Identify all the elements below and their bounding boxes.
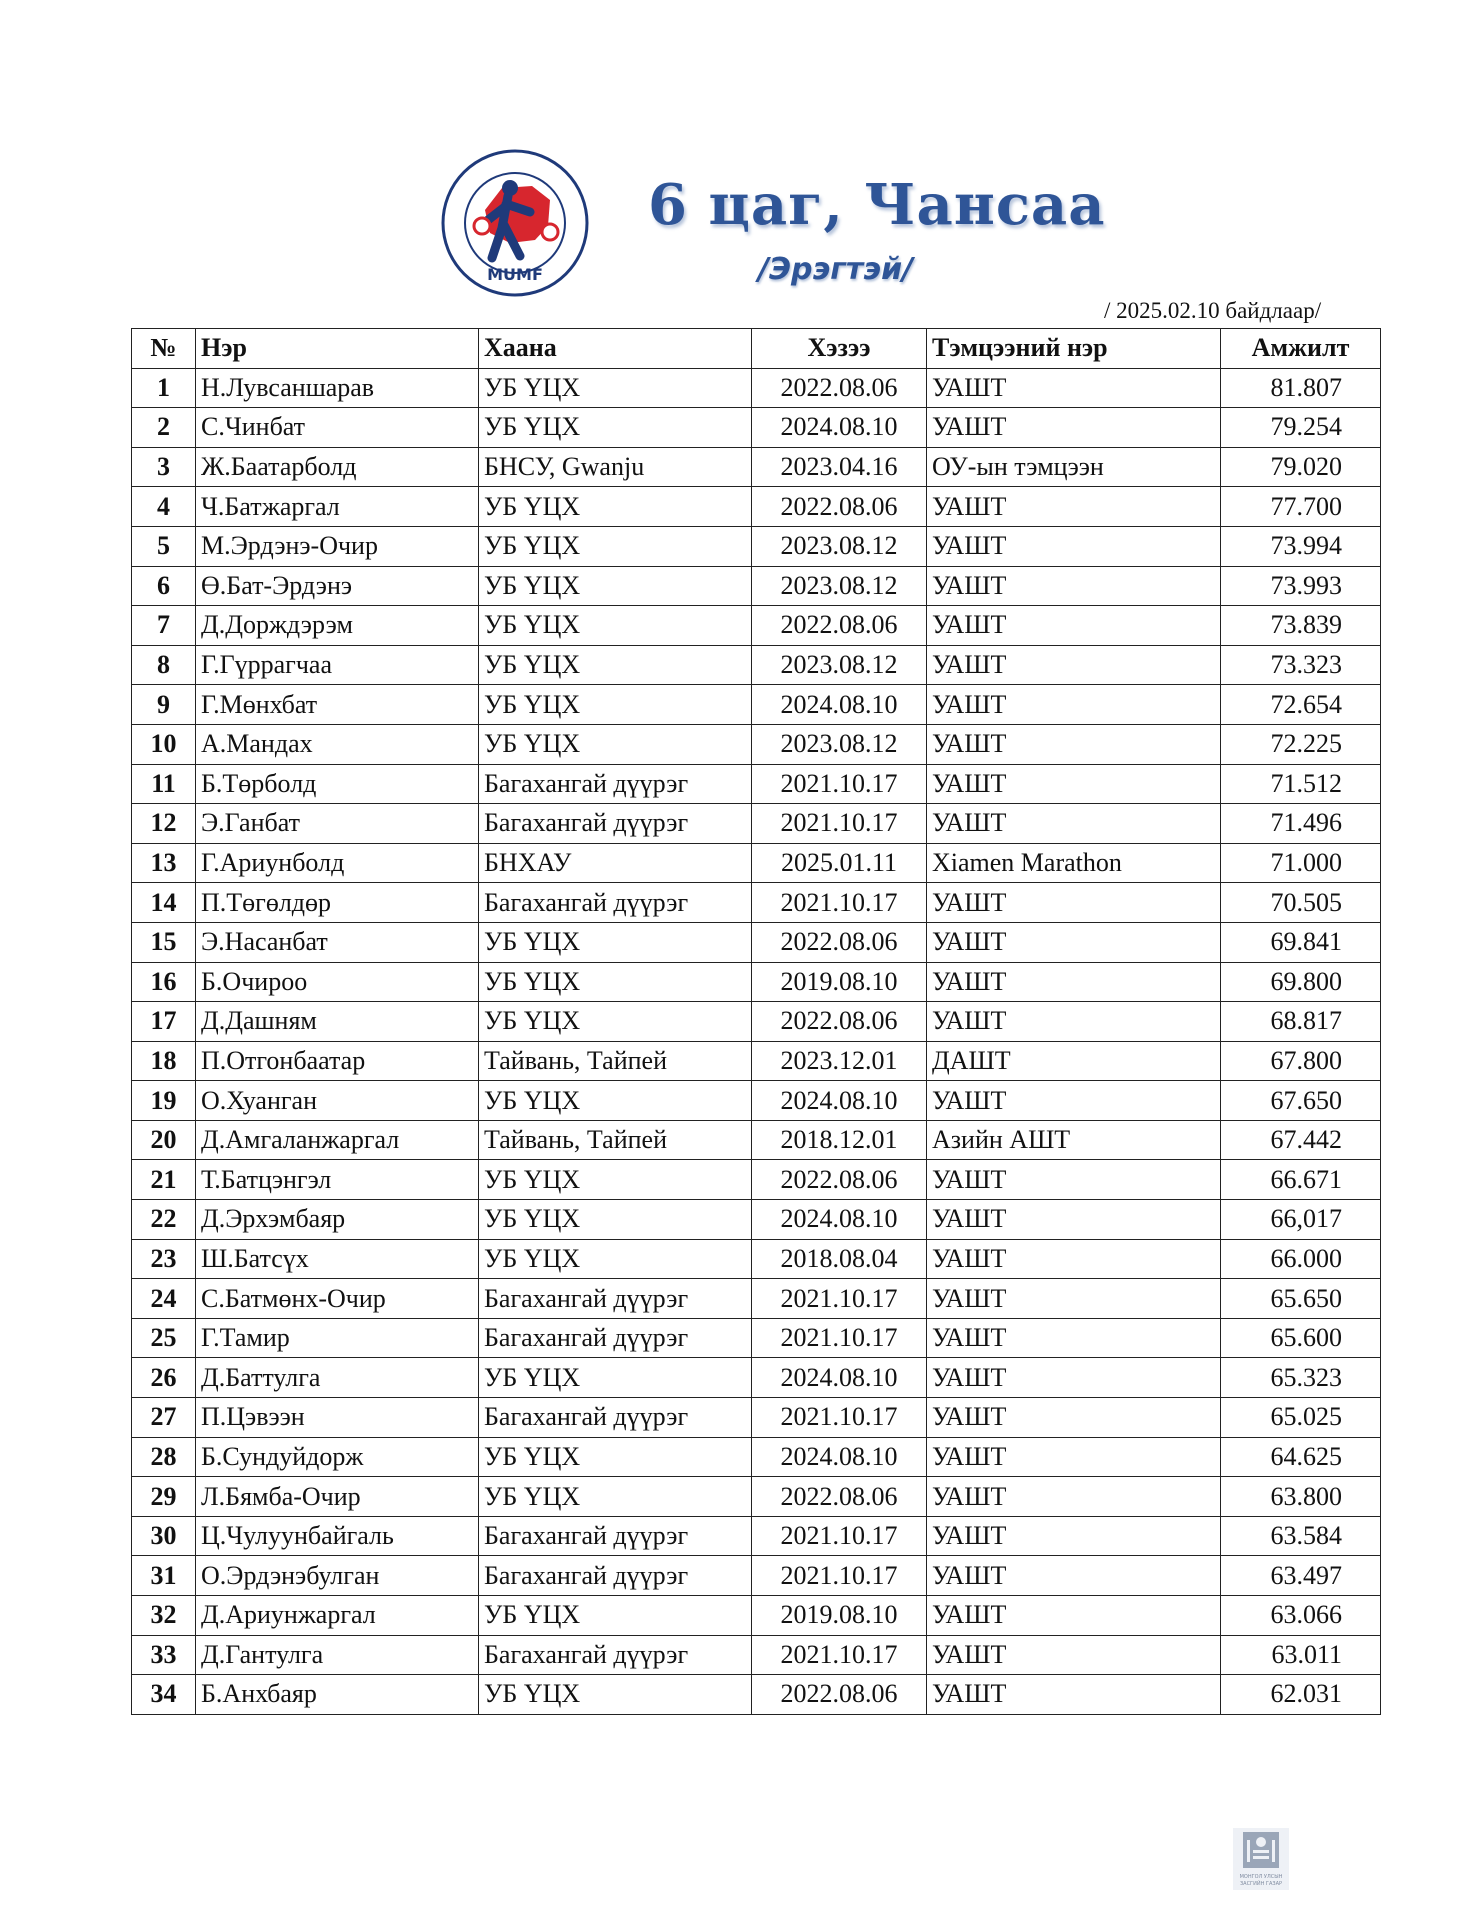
location-cell: Тайвань, Тайпей [479, 1120, 752, 1160]
competition-name-cell: УАШТ [927, 526, 1221, 566]
result-cell: 65.650 [1221, 1279, 1381, 1319]
row-number-cell: 3 [132, 447, 196, 487]
athlete-name-cell: Г.Ариунболд [196, 843, 479, 883]
competition-name-cell: УАШТ [927, 1160, 1221, 1200]
table-row [132, 1358, 1381, 1398]
location-cell: УБ ҮЦХ [479, 606, 752, 646]
location-cell: УБ ҮЦХ [479, 645, 752, 685]
competition-name-cell: УАШТ [927, 1200, 1221, 1240]
result-cell: 66.671 [1221, 1160, 1381, 1200]
row-number-cell: 34 [132, 1675, 196, 1715]
date-cell: 2024.08.10 [752, 1437, 927, 1477]
row-number-cell: 29 [132, 1477, 196, 1517]
location-cell: Тайвань, Тайпей [479, 1041, 752, 1081]
row-number-cell: 17 [132, 1002, 196, 1042]
result-cell: 63.584 [1221, 1516, 1381, 1556]
date-cell: 2022.08.06 [752, 1002, 927, 1042]
date-cell: 2023.04.16 [752, 447, 927, 487]
location-cell: УБ ҮЦХ [479, 1002, 752, 1042]
column-header-when: Хэзээ [752, 329, 927, 369]
competition-name-cell: УАШТ [927, 645, 1221, 685]
row-number-cell: 5 [132, 526, 196, 566]
row-number-cell: 30 [132, 1516, 196, 1556]
date-cell: 2024.08.10 [752, 1081, 927, 1121]
row-number-cell: 11 [132, 764, 196, 804]
competition-name-cell: ДАШТ [927, 1041, 1221, 1081]
athlete-name-cell: А.Мандах [196, 724, 479, 764]
competition-name-cell: УАШТ [927, 487, 1221, 527]
athlete-name-cell: Д.Дорждэрэм [196, 606, 479, 646]
table-row [132, 962, 1381, 1002]
table-row [132, 1516, 1381, 1556]
table-row [132, 526, 1381, 566]
page-title: 6 цаг, Чансаа [648, 172, 1106, 238]
result-cell: 69.841 [1221, 922, 1381, 962]
result-cell: 63.011 [1221, 1635, 1381, 1675]
athlete-name-cell: Г.Тамир [196, 1318, 479, 1358]
result-cell: 81.807 [1221, 368, 1381, 408]
result-cell: 67.650 [1221, 1081, 1381, 1121]
competition-name-cell: Xiamen Marathon [927, 843, 1221, 883]
result-cell: 79.254 [1221, 408, 1381, 448]
date-cell: 2019.08.10 [752, 1596, 927, 1636]
competition-name-cell: УАШТ [927, 962, 1221, 1002]
table-row [132, 368, 1381, 408]
result-cell: 67.800 [1221, 1041, 1381, 1081]
table-row [132, 724, 1381, 764]
column-header-result: Амжилт [1221, 329, 1381, 369]
date-cell: 2024.08.10 [752, 1358, 927, 1398]
result-cell: 70.505 [1221, 883, 1381, 923]
row-number-cell: 19 [132, 1081, 196, 1121]
row-number-cell: 16 [132, 962, 196, 1002]
athlete-name-cell: Г.Мөнхбат [196, 685, 479, 725]
result-cell: 73.323 [1221, 645, 1381, 685]
table-row [132, 1279, 1381, 1319]
athlete-name-cell: П.Отгонбаатар [196, 1041, 479, 1081]
result-cell: 71.512 [1221, 764, 1381, 804]
row-number-cell: 32 [132, 1596, 196, 1636]
athlete-name-cell: Д.Эрхэмбаяр [196, 1200, 479, 1240]
table-row [132, 1477, 1381, 1517]
government-seal-icon [1233, 1828, 1289, 1890]
row-number-cell: 6 [132, 566, 196, 606]
date-cell: 2018.12.01 [752, 1120, 927, 1160]
competition-name-cell: УАШТ [927, 566, 1221, 606]
competition-name-cell: УАШТ [927, 1596, 1221, 1636]
location-cell: УБ ҮЦХ [479, 526, 752, 566]
as-of-date: / 2025.02.10 байдлаар/ [1104, 298, 1322, 323]
competition-name-cell: УАШТ [927, 1556, 1221, 1596]
athlete-name-cell: Ө.Бат-Эрдэнэ [196, 566, 479, 606]
competition-name-cell: УАШТ [927, 1279, 1221, 1319]
row-number-cell: 24 [132, 1279, 196, 1319]
location-cell: УБ ҮЦХ [479, 1675, 752, 1715]
table-row [132, 408, 1381, 448]
athlete-name-cell: Д.Дашням [196, 1002, 479, 1042]
column-header-where: Хаана [479, 329, 752, 369]
result-cell: 72.225 [1221, 724, 1381, 764]
athlete-name-cell: Ч.Батжаргал [196, 487, 479, 527]
date-cell: 2021.10.17 [752, 1279, 927, 1319]
table-header-row [132, 329, 1381, 369]
table-row [132, 883, 1381, 923]
date-cell: 2023.08.12 [752, 526, 927, 566]
result-cell: 66.000 [1221, 1239, 1381, 1279]
date-cell: 2021.10.17 [752, 1318, 927, 1358]
row-number-cell: 14 [132, 883, 196, 923]
result-cell: 69.800 [1221, 962, 1381, 1002]
competition-name-cell: УАШТ [927, 1318, 1221, 1358]
athlete-name-cell: С.Батмөнх-Очир [196, 1279, 479, 1319]
athlete-name-cell: Г.Гүррагчаа [196, 645, 479, 685]
competition-name-cell: УАШТ [927, 922, 1221, 962]
athlete-name-cell: Ж.Баатарболд [196, 447, 479, 487]
table-row [132, 1160, 1381, 1200]
table-row [132, 487, 1381, 527]
location-cell: УБ ҮЦХ [479, 685, 752, 725]
athlete-name-cell: П.Төгөлдөр [196, 883, 479, 923]
date-cell: 2022.08.06 [752, 1160, 927, 1200]
location-cell: Багахангай дүүрэг [479, 1318, 752, 1358]
location-cell: УБ ҮЦХ [479, 1239, 752, 1279]
athlete-name-cell: Д.Ариунжаргал [196, 1596, 479, 1636]
location-cell: Багахангай дүүрэг [479, 804, 752, 844]
date-cell: 2021.10.17 [752, 1398, 927, 1438]
table-row [132, 1120, 1381, 1160]
result-cell: 64.625 [1221, 1437, 1381, 1477]
result-cell: 68.817 [1221, 1002, 1381, 1042]
table-row [132, 1675, 1381, 1715]
row-number-cell: 7 [132, 606, 196, 646]
table-row [132, 1437, 1381, 1477]
date-cell: 2021.10.17 [752, 1516, 927, 1556]
row-number-cell: 33 [132, 1635, 196, 1675]
athlete-name-cell: Ц.Чулуунбайгаль [196, 1516, 479, 1556]
row-number-cell: 4 [132, 487, 196, 527]
table-row [132, 843, 1381, 883]
athlete-name-cell: Б.Төрболд [196, 764, 479, 804]
results-table [131, 328, 1381, 1715]
athlete-name-cell: Н.Лувсаншарав [196, 368, 479, 408]
date-cell: 2022.08.06 [752, 1477, 927, 1517]
competition-name-cell: УАШТ [927, 1081, 1221, 1121]
location-cell: Багахангай дүүрэг [479, 1556, 752, 1596]
athlete-name-cell: Б.Сундуйдорж [196, 1437, 479, 1477]
competition-name-cell: УАШТ [927, 1398, 1221, 1438]
row-number-cell: 26 [132, 1358, 196, 1398]
competition-name-cell: УАШТ [927, 1516, 1221, 1556]
row-number-cell: 15 [132, 922, 196, 962]
row-number-cell: 1 [132, 368, 196, 408]
result-cell: 65.600 [1221, 1318, 1381, 1358]
result-cell: 72.654 [1221, 685, 1381, 725]
competition-name-cell: УАШТ [927, 883, 1221, 923]
date-cell: 2022.08.06 [752, 487, 927, 527]
row-number-cell: 28 [132, 1437, 196, 1477]
competition-name-cell: УАШТ [927, 1635, 1221, 1675]
athlete-name-cell: Д.Баттулга [196, 1358, 479, 1398]
row-number-cell: 20 [132, 1120, 196, 1160]
table-row [132, 764, 1381, 804]
location-cell: УБ ҮЦХ [479, 1358, 752, 1398]
date-cell: 2022.08.06 [752, 368, 927, 408]
date-cell: 2024.08.10 [752, 1200, 927, 1240]
result-cell: 67.442 [1221, 1120, 1381, 1160]
table-row [132, 447, 1381, 487]
row-number-cell: 22 [132, 1200, 196, 1240]
athlete-name-cell: С.Чинбат [196, 408, 479, 448]
table-row [132, 1635, 1381, 1675]
result-cell: 77.700 [1221, 487, 1381, 527]
svg-text:ЗАСГИЙН ГАЗАР: ЗАСГИЙН ГАЗАР [1239, 1881, 1283, 1887]
svg-text:МОНГОЛ УЛСЫН: МОНГОЛ УЛСЫН [1239, 1874, 1283, 1880]
row-number-cell: 21 [132, 1160, 196, 1200]
mumf-logo-icon [440, 148, 590, 298]
date-cell: 2023.08.12 [752, 645, 927, 685]
column-header-name: Нэр [196, 329, 479, 369]
athlete-name-cell: Д.Амгаланжаргал [196, 1120, 479, 1160]
location-cell: УБ ҮЦХ [479, 1200, 752, 1240]
athlete-name-cell: М.Эрдэнэ-Очир [196, 526, 479, 566]
table-row [132, 1596, 1381, 1636]
logo-mumf-text: MUMF [487, 265, 543, 284]
date-cell: 2025.01.11 [752, 843, 927, 883]
athlete-name-cell: Э.Насанбат [196, 922, 479, 962]
date-cell: 2021.10.17 [752, 1556, 927, 1596]
date-cell: 2023.08.12 [752, 566, 927, 606]
athlete-name-cell: Э.Ганбат [196, 804, 479, 844]
date-cell: 2021.10.17 [752, 883, 927, 923]
competition-name-cell: УАШТ [927, 1675, 1221, 1715]
location-cell: Багахангай дүүрэг [479, 1516, 752, 1556]
row-number-cell: 12 [132, 804, 196, 844]
date-cell: 2018.08.04 [752, 1239, 927, 1279]
location-cell: БНХАУ [479, 843, 752, 883]
result-cell: 62.031 [1221, 1675, 1381, 1715]
result-cell: 63.800 [1221, 1477, 1381, 1517]
competition-name-cell: УАШТ [927, 1477, 1221, 1517]
page-subtitle: /Эрэгтэй/ [758, 252, 914, 287]
result-cell: 65.025 [1221, 1398, 1381, 1438]
date-cell: 2024.08.10 [752, 408, 927, 448]
athlete-name-cell: О.Эрдэнэбулган [196, 1556, 479, 1596]
table-row [132, 1318, 1381, 1358]
table-row [132, 1041, 1381, 1081]
table-row [132, 1556, 1381, 1596]
row-number-cell: 23 [132, 1239, 196, 1279]
date-cell: 2023.12.01 [752, 1041, 927, 1081]
date-cell: 2021.10.17 [752, 764, 927, 804]
competition-name-cell: УАШТ [927, 408, 1221, 448]
row-number-cell: 9 [132, 685, 196, 725]
table-row [132, 645, 1381, 685]
result-cell: 73.994 [1221, 526, 1381, 566]
location-cell: УБ ҮЦХ [479, 1477, 752, 1517]
result-cell: 71.000 [1221, 843, 1381, 883]
competition-name-cell: УАШТ [927, 606, 1221, 646]
date-cell: 2022.08.06 [752, 1675, 927, 1715]
location-cell: УБ ҮЦХ [479, 368, 752, 408]
competition-name-cell: УАШТ [927, 804, 1221, 844]
result-cell: 71.496 [1221, 804, 1381, 844]
date-cell: 2021.10.17 [752, 1635, 927, 1675]
competition-name-cell: УАШТ [927, 1437, 1221, 1477]
competition-name-cell: ОУ-ын тэмцээн [927, 447, 1221, 487]
row-number-cell: 10 [132, 724, 196, 764]
date-cell: 2019.08.10 [752, 962, 927, 1002]
location-cell: Багахангай дүүрэг [479, 1635, 752, 1675]
date-cell: 2022.08.06 [752, 606, 927, 646]
table-row [132, 1002, 1381, 1042]
date-cell: 2024.08.10 [752, 685, 927, 725]
result-cell: 63.497 [1221, 1556, 1381, 1596]
result-cell: 79.020 [1221, 447, 1381, 487]
location-cell: Багахангай дүүрэг [479, 883, 752, 923]
competition-name-cell: УАШТ [927, 724, 1221, 764]
table-row [132, 685, 1381, 725]
athlete-name-cell: Д.Гантулга [196, 1635, 479, 1675]
location-cell: УБ ҮЦХ [479, 724, 752, 764]
athlete-name-cell: Б.Очироо [196, 962, 479, 1002]
location-cell: УБ ҮЦХ [479, 1437, 752, 1477]
location-cell: Багахангай дүүрэг [479, 1398, 752, 1438]
row-number-cell: 31 [132, 1556, 196, 1596]
athlete-name-cell: Б.Анхбаяр [196, 1675, 479, 1715]
date-cell: 2022.08.06 [752, 922, 927, 962]
location-cell: Багахангай дүүрэг [479, 764, 752, 804]
row-number-cell: 13 [132, 843, 196, 883]
row-number-cell: 27 [132, 1398, 196, 1438]
competition-name-cell: УАШТ [927, 764, 1221, 804]
athlete-name-cell: Ш.Батсүх [196, 1239, 479, 1279]
date-cell: 2023.08.12 [752, 724, 927, 764]
table-row [132, 1239, 1381, 1279]
location-cell: УБ ҮЦХ [479, 1081, 752, 1121]
athlete-name-cell: П.Цэвээн [196, 1398, 479, 1438]
competition-name-cell: Азийн АШТ [927, 1120, 1221, 1160]
athlete-name-cell: Т.Батцэнгэл [196, 1160, 479, 1200]
result-cell: 73.993 [1221, 566, 1381, 606]
athlete-name-cell: О.Хуанган [196, 1081, 479, 1121]
table-row [132, 922, 1381, 962]
date-cell: 2021.10.17 [752, 804, 927, 844]
row-number-cell: 2 [132, 408, 196, 448]
location-cell: УБ ҮЦХ [479, 566, 752, 606]
location-cell: Багахангай дүүрэг [479, 1279, 752, 1319]
row-number-cell: 8 [132, 645, 196, 685]
location-cell: УБ ҮЦХ [479, 408, 752, 448]
athlete-name-cell: Л.Бямба-Очир [196, 1477, 479, 1517]
location-cell: УБ ҮЦХ [479, 487, 752, 527]
table-row [132, 804, 1381, 844]
table-row [132, 1081, 1381, 1121]
location-cell: БНСУ, Gwanju [479, 447, 752, 487]
result-cell: 66,017 [1221, 1200, 1381, 1240]
result-cell: 65.323 [1221, 1358, 1381, 1398]
competition-name-cell: УАШТ [927, 1002, 1221, 1042]
table-row [132, 1200, 1381, 1240]
table-row [132, 566, 1381, 606]
table-row [132, 606, 1381, 646]
competition-name-cell: УАШТ [927, 685, 1221, 725]
location-cell: УБ ҮЦХ [479, 1596, 752, 1636]
column-header-competition: Тэмцээний нэр [927, 329, 1221, 369]
result-cell: 63.066 [1221, 1596, 1381, 1636]
location-cell: УБ ҮЦХ [479, 962, 752, 1002]
table-row [132, 1398, 1381, 1438]
row-number-cell: 25 [132, 1318, 196, 1358]
location-cell: УБ ҮЦХ [479, 922, 752, 962]
competition-name-cell: УАШТ [927, 1358, 1221, 1398]
row-number-cell: 18 [132, 1041, 196, 1081]
result-cell: 73.839 [1221, 606, 1381, 646]
location-cell: УБ ҮЦХ [479, 1160, 752, 1200]
competition-name-cell: УАШТ [927, 368, 1221, 408]
competition-name-cell: УАШТ [927, 1239, 1221, 1279]
column-header-number: № [132, 329, 196, 369]
